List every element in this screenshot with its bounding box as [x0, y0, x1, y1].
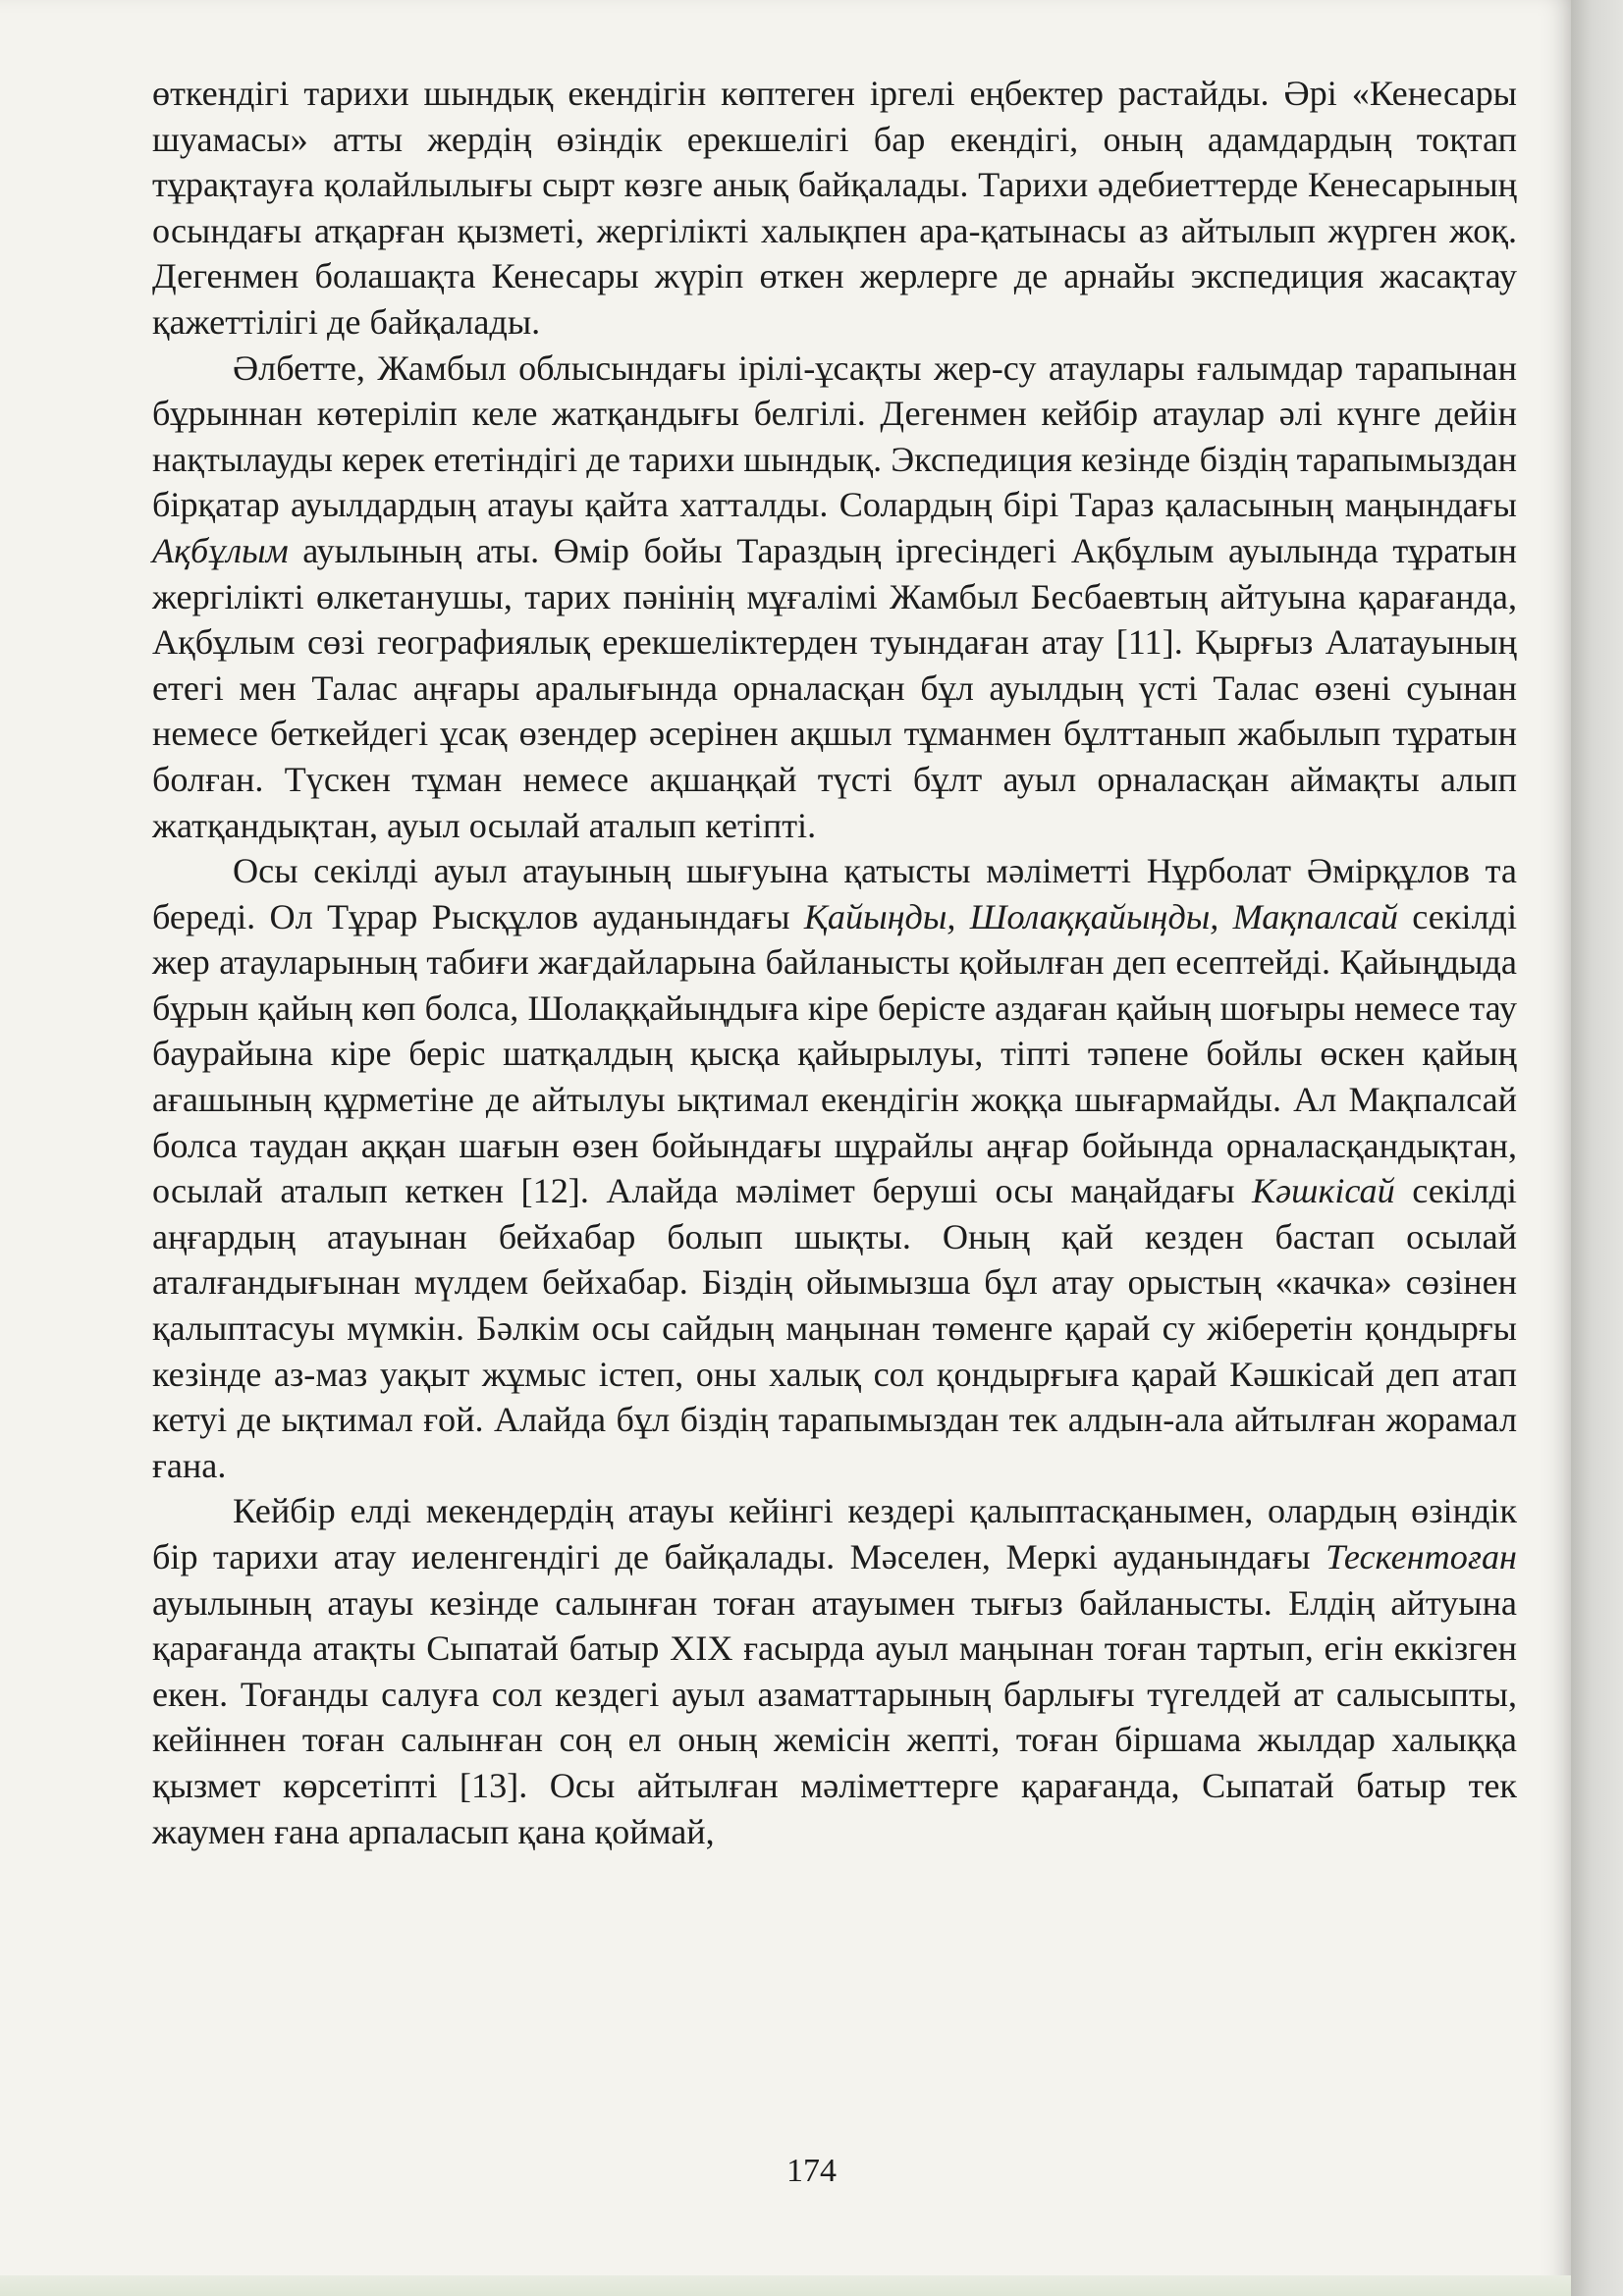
italic-place-name: Тескентоған — [1325, 1537, 1517, 1576]
paragraph — [152, 1488, 1517, 1854]
page-bottom-edge — [0, 2275, 1571, 2296]
text-run: Кейбір елді мекендердің атауы кейінгі кездері қалыптасқанымен, олардың өзіндік бір тарихи атау иеленгендігі де байқалады. Мәселен, Меркі ауданындағы — [152, 1491, 1517, 1576]
page-edge-shadow — [1571, 0, 1623, 2296]
text-run: Осы секілді ауыл атауының шығуына қатысты мәліметті Нұрболат Әмірқұлов та береді. Ол Тұрар Рысқұлов ауданындағы — [152, 851, 1517, 936]
paragraph — [152, 848, 1517, 1488]
text-run: секілді аңғардың атауынан бейхабар болып шықты. Оның қай кезден бастап осылай аталғандығынан мүлдем бейхабар. Біздің ойымызша бұл атау орыстың «качка» сөзінен қалыптасуы мүмкін. Бәлкім осы сайдың маңынан төменге қарай су жіберетін қондырғы кезінде аз-маз уақыт жұмыс істеп, оны халық сол қондырғыға қарай Кәшкісай деп атап кетуі де ықтимал ғой. Алайда бұл біздің тарапымыздан тек алдын-ала айтылған жорамал ғана. — [152, 1171, 1517, 1485]
paragraph — [152, 71, 1517, 346]
italic-place-name: Қайыңды, Шолаққайыңды, Мақпалсай — [803, 896, 1398, 936]
italic-place-name: Ақбұлым — [152, 530, 289, 570]
body-text — [152, 71, 1517, 1854]
paragraph — [152, 346, 1517, 849]
page-number: 174 — [786, 2153, 837, 2189]
italic-place-name: Кәшкісай — [1252, 1171, 1395, 1211]
text-run: ауылының аты. Өмір бойы Тараздың іргесіндегі Ақбұлым ауылында тұратын жергілікті өлкетанушы, тарих пәнінің мұғалімі Жамбыл Бесбаевтың айтуына қарағанда, Ақбұлым сөзі географиялық ерекшеліктерден туындаған атау [11]. Қырғыз Алатауының етегі мен Талас аңғары аралығында орналасқан бұл ауылдың үсті Талас өзені суынан немесе беткейдегі ұсақ өзендер әсерінен ақшыл тұманмен бұлттанып жабылып тұратын болған. Түскен тұман немесе ақшаңқай түсті бұлт ауыл орналасқан аймақты алып жатқандықтан, ауыл осылай аталып кетіпті. — [152, 530, 1517, 845]
text-run: Әлбетте, Жамбыл облысындағы ірілі-ұсақты жер-су атаулары ғалымдар тарапынан бұрыннан көтеріліп келе жатқандығы белгілі. Дегенмен кейбір атаулар әлі күнге дейін нақтылауды керек ететіндігі де тарихи шындық. Экспедиция кезінде біздің тарапымыздан бірқатар ауылдардың атауы қайта хатталды. Солардың бірі Тараз қаласының маңындағы — [152, 347, 1517, 525]
text-run: өткендігі тарихи шындық екендігін көптеген іргелі еңбектер растайды. Әрі «Кенесары шуамасы» атты жердің өзіндік ерекшелігі бар екендігі, оның адамдардың тоқтап тұрақтауға қолайлылығы сырт көзге анық байқалады. Тарихи әдебиеттерде Кенесарының осындағы атқарған қызметі, жергілікті халықпен ара-қатынасы аз айтылып жүрген жоқ. Дегенмен болашақта Кенесары жүріп өткен жерлерге де арнайы экспедиция жасақтау қажеттілігі де байқалады. — [152, 74, 1517, 342]
text-run: ауылының атауы кезінде салынған тоған атауымен тығыз байланысты. Елдің айтуына қарағанда атақты Сыпатай батыр ХІХ ғасырда ауыл маңынан тоған тартып, егін еккізген екен. Тоғанды салуға сол кездегі ауыл азаматтарының барлығы түгелдей ат салысыпты, кейіннен тоған салынған соң ел оның жемісін жепті, тоған біршама жылдар халыққа қызмет көрсетіпті [13]. Осы айтылған мәліметтерге қарағанда, Сыпатай батыр тек жаумен ғана арпаласып қана қоймай, — [152, 1582, 1517, 1851]
text-run: секілді жер атауларының табиғи жағдайларына байланысты қойылған деп есептейді. Қайыңдыда бұрын қайың көп болса, Шолаққайыңдыға кіре берісте аздаған қайың шоғыры немесе тау баурайына кіре беріс шатқалдың қысқа қайырылуы, тіпті тәпене бойлы өскен қайың ағашының құрметіне де айтылуы ықтимал екендігін жоққа шығармайды. Ал Мақпалсай болса таудан аққан шағын өзен бойындағы шұрайлы аңғар бойында орналасқандықтан, осылай аталып кеткен [12]. Алайда мәлімет беруші осы маңайдағы — [152, 896, 1517, 1211]
